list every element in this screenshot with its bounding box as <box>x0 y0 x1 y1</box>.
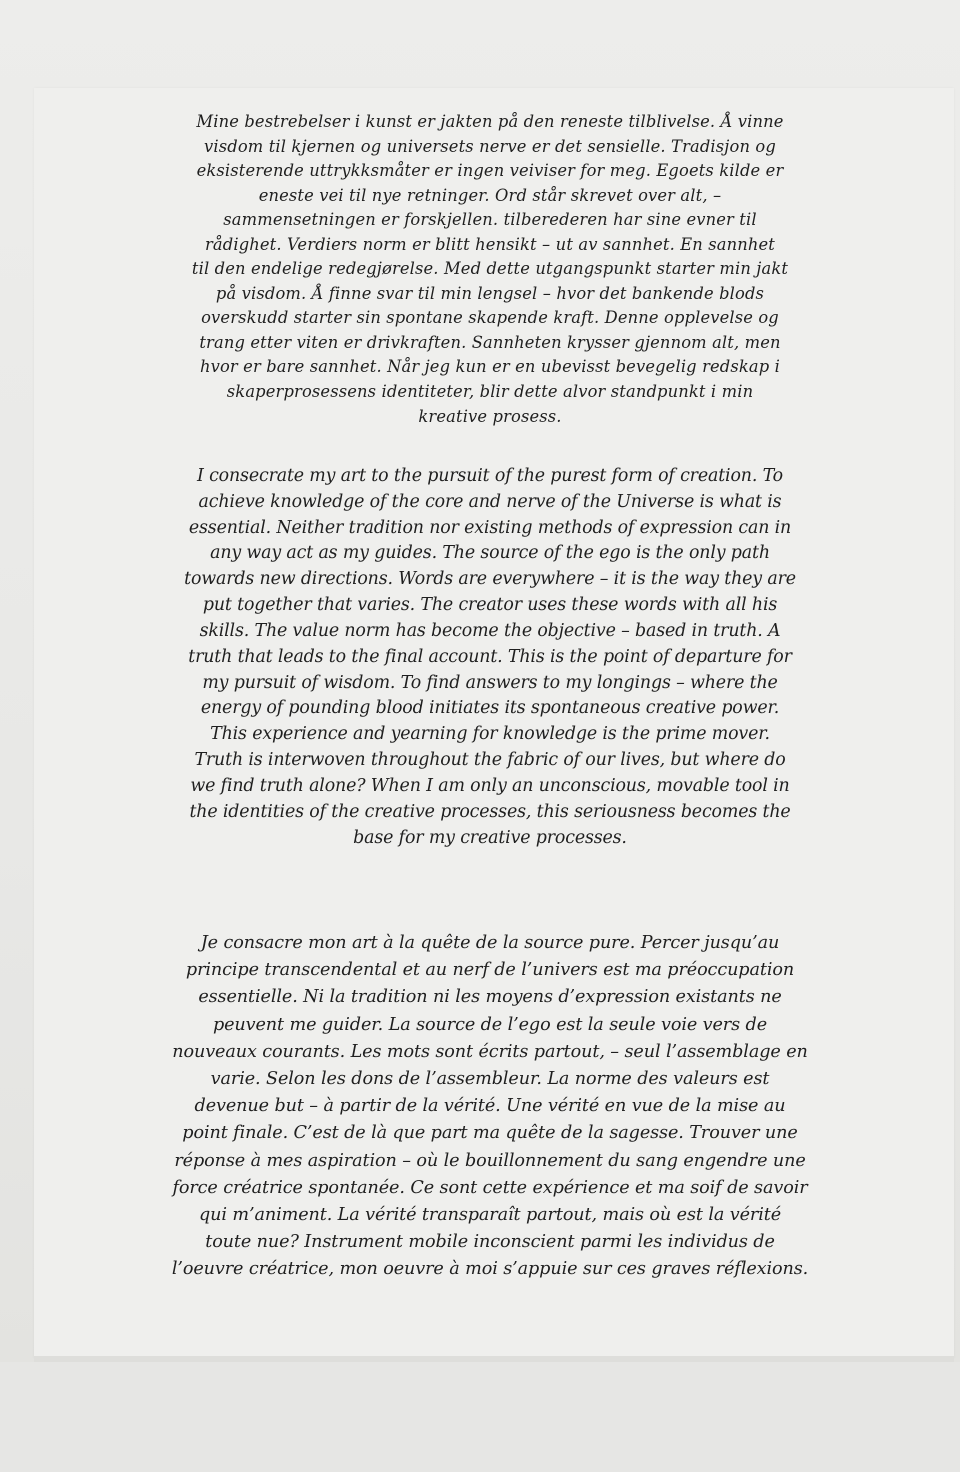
norwegian-paragraph: Mine bestrebelser i kunst er jakten på den reneste tilblivelse. Å vinne visdom til kjernen og universets nerve er det sensielle. Tradisjon og eksisterende uttrykksmåter er ingen veiviser for meg. Egoets kilde er eneste vei til nye retninger. Ord står skrevet over alt, – sammensetningen er forskjellen. tilberederen har sine evner til rådighet. Verdiers norm er blitt hensikt – ut av sannhet. En sannhet til den endelige redegjørelse. Med dette utgangspunkt starter min jakt på visdom. Å finne svar til min lengsel – hvor det bankende blods overskudd starter sin spontane skapende kraft. Denne opplevelse og trang etter viten er drivkraften. Sannheten krysser gjennom alt, men hvor er bare sannhet. Når jeg kun er en ubevisst bevegelig redskap i skaperprosessens identiteter, blir dette alvor standpunkt i min kreative prosess. <box>191 112 789 426</box>
page-bottom-margin <box>0 1362 960 1472</box>
french-paragraph: Je consacre mon art à la quête de la source pure. Percer jusqu’au principe transcendental et au nerf de l’univers est ma préoccupation essentielle. Ni la tradition ni les moyens d’expression existants ne peuvent me guider. La source de l’ego est la seule voie vers de nouveaux courants. Les mots sont écrits partout, – seul l’assemblage en varie. Selon les dons de l’assembleur. La norme des valeurs est devenue but – à partir de la vérité. Une vérité en vue de la mise au point finale. C’est de là que part ma quête de la sagesse. Trouver une réponse à mes aspiration – où le bouillonnement du sang engendre une force créatrice spontanée. Ce sont cette expérience et ma soif de savoir qui m’animent. La vérité transparaît partout, mais où est la vérité toute nue? Instrument mobile inconscient parmi les individus de l’oeuvre créatrice, mon oeuvre à moi s’appuie sur ces graves réflexions. <box>171 933 809 1280</box>
english-paragraph: I consecrate my art to the pursuit of the purest form of creation. To achieve knowledge of the core and nerve of the Universe is what is essential. Neither tradition nor existing methods of expression can in any way act as my guides. The source of the ego is the only path towards new directions. Words are everywhere – it is the way they are put together that varies. The creator uses these words with all his skills. The value norm has become the objective – based in truth. A truth that leads to the final account. This is the point of departure for my pursuit of wisdom. To find answers to my longings – where the energy of pounding blood initiates its spontaneous creative power. This experience and yearning for knowledge is the prime mover. Truth is interwoven throughout the fabric of our lives, but where do we find truth alone? When I am only an unconscious, movable tool in the identities of the creative processes, this seriousness becomes the base for my creative processes. <box>184 466 796 848</box>
